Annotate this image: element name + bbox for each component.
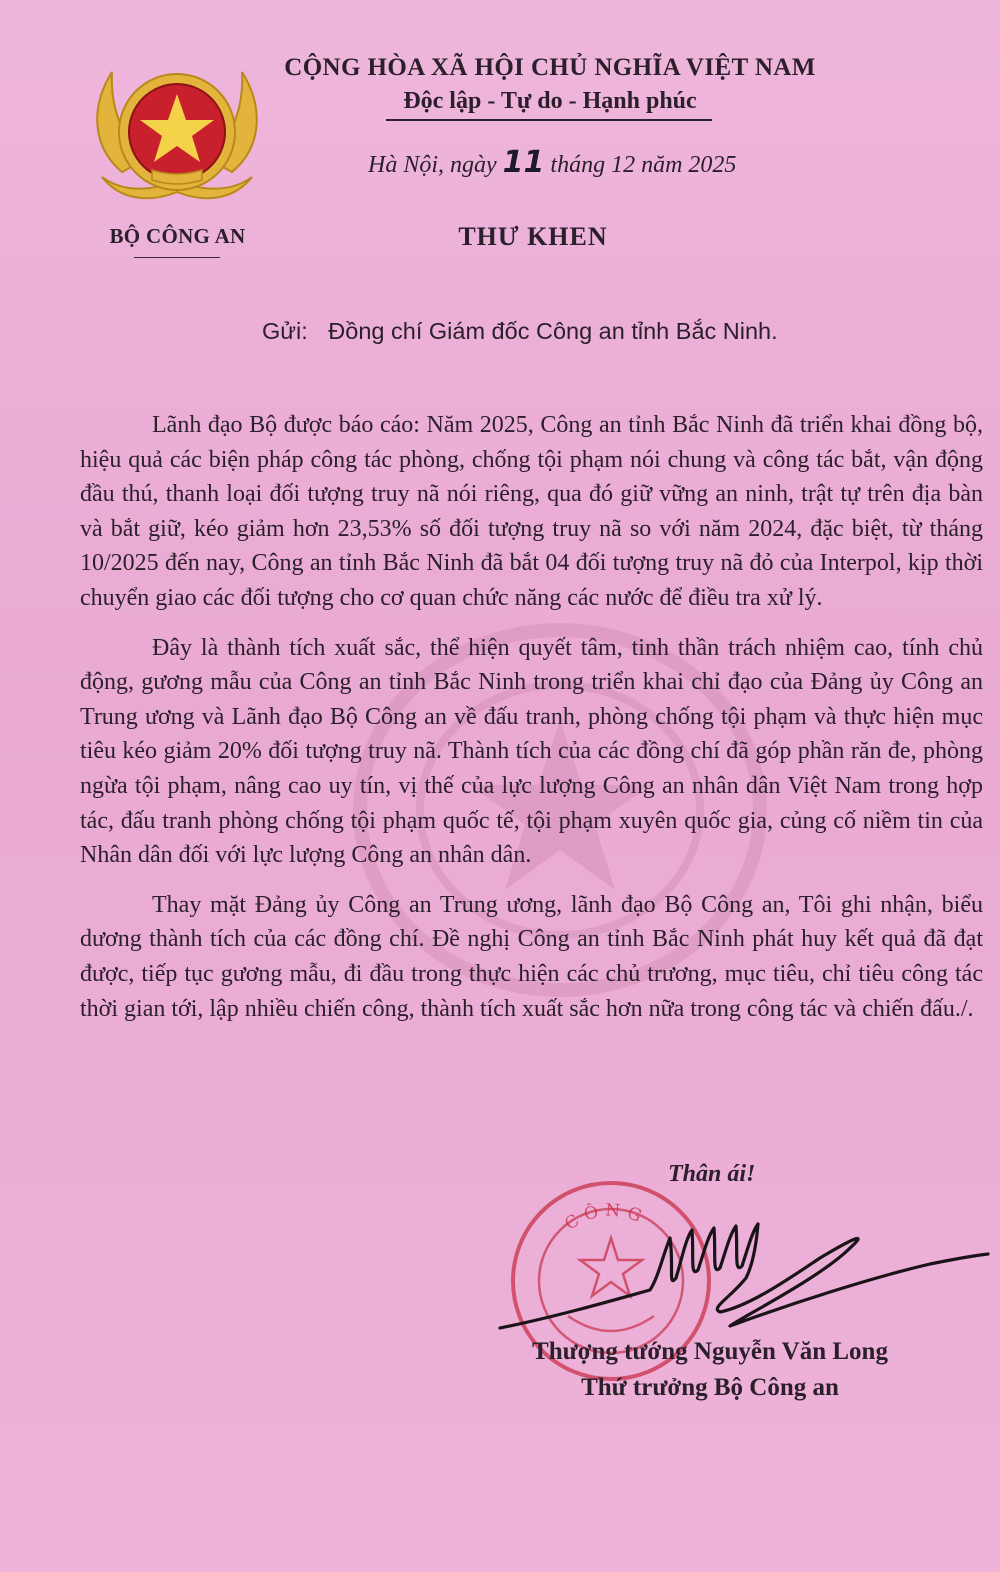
seal-text: CÔNG [561,1200,650,1235]
police-emblem-icon [82,52,272,220]
signer-title: Thứ trưởng Bộ Công an [581,1374,839,1401]
handwritten-signature-icon [490,1208,990,1348]
issuing-agency: BỘ CÔNG AN [109,224,246,248]
body-paragraph-1: Lãnh đạo Bộ được báo cáo: Năm 2025, Công an tỉnh Bắc Ninh đã triển khai đồng bộ, hiệu quả các biện pháp công tác phòng, chống tội phạm nói chung và công tác bắt, vận động đầu thú, thanh loại đối tượng truy nã nói riêng, qua đó giữ vững an ninh, trật tự trên địa bàn và bắt giữ, kéo giảm hơn 23,53% số đối tượng truy nã so với năm 2024, đặc biệt, từ tháng 10/2025 đến nay, Công an tỉnh Bắc Ninh đã bắt 04 đối tượng truy nã đỏ của Interpol, kịp thời chuyển giao các đối tượng cho cơ quan chức năng các nước để điều tra xử lý. [80,412,983,611]
motto-underline [386,119,712,121]
addressee-label: Gửi: [262,318,308,344]
date-suffix: tháng 12 năm 2025 [550,152,737,178]
signer-name: Thượng tướng Nguyễn Văn Long [532,1338,888,1365]
addressee-name: Đồng chí Giám đốc Công an tỉnh Bắc Ninh. [328,318,778,344]
dateline [368,145,788,180]
national-motto: Độc lập - Tự do - Hạnh phúc [403,88,697,114]
date-day: 11 [502,145,545,180]
body-paragraph-3: Thay mặt Đảng ủy Công an Trung ương, lãnh đạo Bộ Công an, Tôi ghi nhận, biểu dương thành tích của các đồng chí. Đề nghị Công an tỉnh Bắc Ninh phát huy kết quả đã đạt được, tiếp tục gương mẫu, đi đầu trong thực hiện các chủ trương, mục tiêu, chỉ tiêu công tác thời gian tới, lập nhiều chiến công, thành tích xuất sắc hơn nữa trong công tác và chiến đấu./. [80,891,983,1022]
agency-underline [134,257,220,258]
national-title: CỘNG HÒA XÃ HỘI CHỦ NGHĨA VIỆT NAM [284,54,816,81]
document-title: THƯ KHEN [458,222,608,251]
closing-greeting: Thân ái! [668,1161,756,1187]
letter-body [80,408,983,1041]
date-prefix: Hà Nội, ngày [368,152,497,178]
addressee-line [262,318,902,345]
body-paragraph-2: Đây là thành tích xuất sắc, thể hiện quyết tâm, tinh thần trách nhiệm cao, tính chủ động, gương mẫu của Công an tỉnh Bắc Ninh trong triển khai chỉ đạo của Đảng ủy Công an Trung ương và Lãnh đạo Bộ Công an về đấu tranh, phòng chống tội phạm và thực hiện mục tiêu kéo giảm 20% đối tượng truy nã. Thành tích của các đồng chí đã góp phần răn đe, phòng ngừa tội phạm, nâng cao uy tín, vị thế của lực lượng Công an nhân dân Việt Nam trong hợp tác, đấu tranh phòng chống tội phạm quốc tế, tội phạm xuyên quốc gia, củng cố niềm tin của Nhân dân đối với lực lượng Công an nhân dân. [80,634,983,869]
